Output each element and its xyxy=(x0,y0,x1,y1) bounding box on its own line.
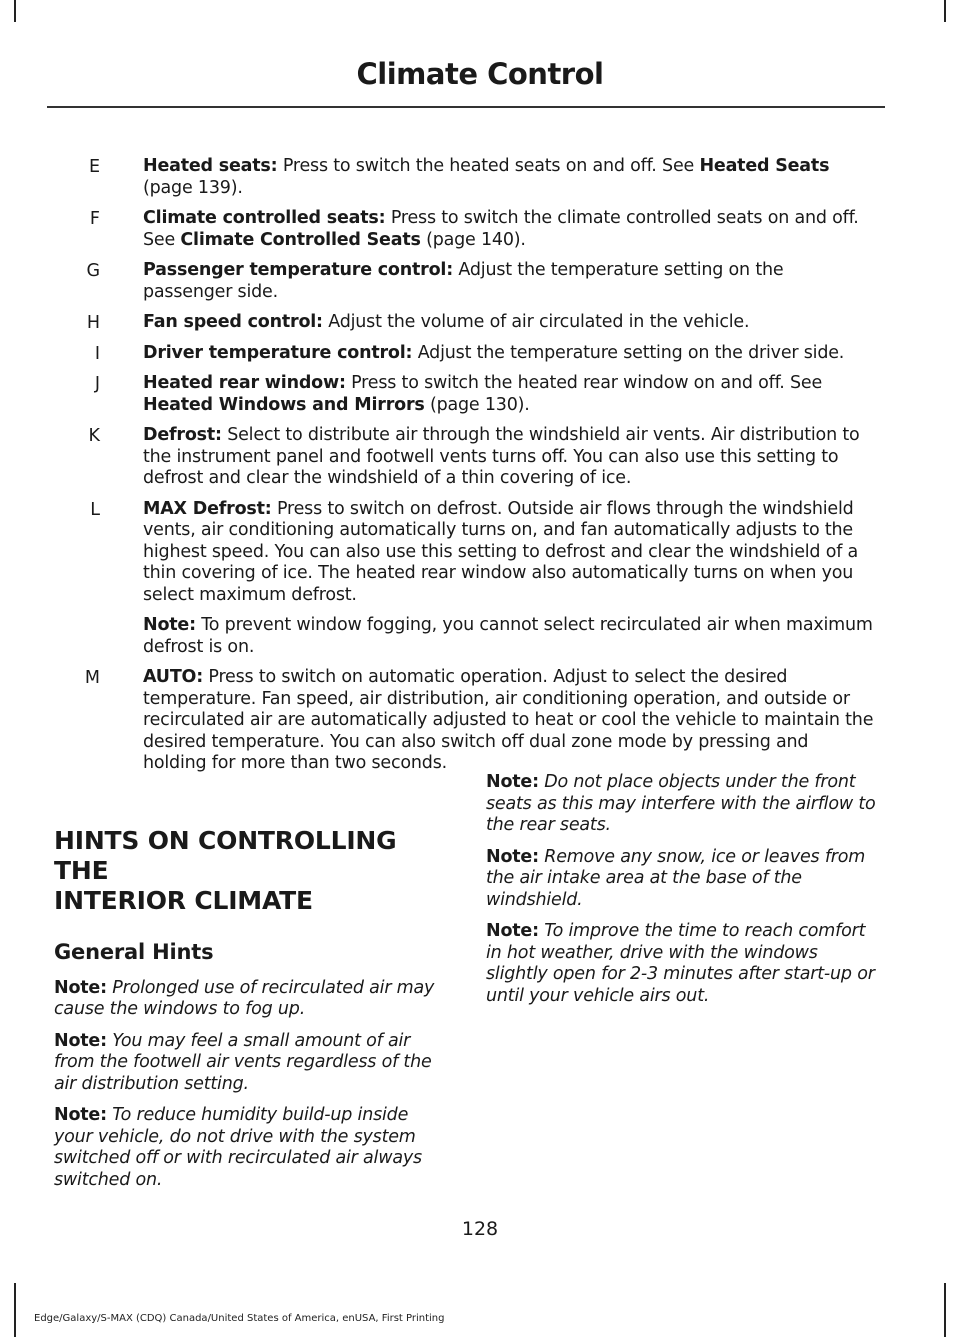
page-reference: Heated Seats xyxy=(699,156,830,176)
subsection-title: General Hints xyxy=(54,940,214,964)
note-label: Note: xyxy=(54,977,107,998)
definition-label: AUTO: xyxy=(143,667,204,687)
definition-text: Adjust the volume of air circulated in the vehicle. xyxy=(322,312,750,332)
hint-note xyxy=(486,921,881,1007)
page-reference-number: (page 130). xyxy=(424,394,530,415)
definition-text: Press to switch the climate controlled seats on and off. See xyxy=(143,208,859,250)
note-text: Do not place objects under the front seats as this may interfere with the airflow to the rear seats. xyxy=(486,772,876,835)
definition-description xyxy=(143,373,875,416)
definition-label: MAX Defrost: xyxy=(143,498,272,519)
definition-description xyxy=(143,156,875,199)
header-divider xyxy=(47,106,885,108)
note-text: Remove any snow, ice or leaves from the air intake area at the base of the windshield. xyxy=(486,846,866,910)
definition-item xyxy=(0,208,960,251)
definition-item xyxy=(0,343,960,365)
footer-edition-text: Edge/Galaxy/S-MAX (CDQ) Canada/United States of America, enUSA, First Printing xyxy=(34,1313,445,1324)
section-title-line-2: INTERIOR CLIMATE xyxy=(54,886,313,915)
note-label: Note: xyxy=(486,846,539,867)
definition-key: I xyxy=(94,343,100,364)
definition-label: Defrost: xyxy=(143,425,222,445)
definition-text: Select to distribute air through the windshield air vents. Air distribution to the instrument panel and footwell vents turns off. You can also use this setting to defrost and clear the windshield of a thin covering of ice. xyxy=(143,425,860,488)
definition-label: Heated seats: xyxy=(143,156,278,176)
definition-item xyxy=(0,667,960,775)
definition-key: G xyxy=(86,261,100,281)
note-text: To prevent window fogging, you cannot select recirculated air when maximum defrost is on. xyxy=(143,615,873,657)
section-title-line-1: HINTS ON CONTROLLING THE xyxy=(54,826,397,885)
crop-mark-top-right-v xyxy=(944,0,946,22)
definition-key: M xyxy=(84,668,100,688)
page-reference: Climate Controlled Seats xyxy=(180,229,421,250)
note-label: Note: xyxy=(54,1030,107,1051)
page-reference-number: (page 139). xyxy=(143,177,243,198)
definition-key: J xyxy=(94,374,100,394)
definition-description xyxy=(143,343,875,365)
crop-mark-bottom-left-v xyxy=(14,1283,16,1337)
crop-mark-bottom-right-v xyxy=(944,1283,946,1337)
definition-text: Press to switch the heated rear window on and off. See xyxy=(345,373,823,393)
note-label: Note: xyxy=(143,615,196,635)
definition-label: Driver temperature control: xyxy=(143,342,413,363)
note-label: Note: xyxy=(54,1105,107,1125)
definition-key: E xyxy=(88,157,100,177)
hint-note xyxy=(486,847,881,912)
definition-item xyxy=(0,499,960,659)
max-defrost-note xyxy=(143,615,875,658)
definition-item xyxy=(0,260,960,303)
hint-note xyxy=(54,1031,449,1096)
definition-item xyxy=(0,312,960,334)
definition-label: Heated rear window: xyxy=(143,373,346,393)
definition-text: Press to switch on automatic operation. Adjust to select the desired temperature. Fan speed, air distribution, air conditioning operation, and outside or recirculated air are automatically adjusted to heat or cool the vehicle to maintain the desired temperature. You can also switch off dual zone mode by pressing and holding for more than two seconds. xyxy=(143,667,874,773)
definition-text: Adjust the temperature setting on the driver side. xyxy=(412,342,845,363)
hint-note xyxy=(54,1105,449,1191)
note-text: You may feel a small amount of air from the footwell air vents regardless of the air distribution setting. xyxy=(54,1030,432,1094)
page-reference-number: (page 140). xyxy=(420,229,526,250)
definition-item xyxy=(0,425,960,490)
page-title: Climate Control xyxy=(356,57,604,91)
definition-item xyxy=(0,156,960,199)
definition-description xyxy=(143,208,875,251)
hint-note xyxy=(486,772,881,837)
note-text: To improve the time to reach comfort in hot weather, drive with the windows slightly open for 2-3 minutes after start-up or until your vehicle airs out. xyxy=(486,921,875,1006)
definition-description xyxy=(143,667,875,775)
definition-key: H xyxy=(86,313,100,333)
note-text: Prolonged use of recirculated air may cause the windows to fog up. xyxy=(54,977,435,1019)
control-definitions-list xyxy=(0,156,960,784)
definition-label: Fan speed control: xyxy=(143,312,323,332)
note-label: Note: xyxy=(486,772,539,792)
left-column xyxy=(54,826,449,1201)
right-column xyxy=(486,772,881,1017)
definition-item xyxy=(0,373,960,416)
definition-key: F xyxy=(89,209,100,229)
page-number: 128 xyxy=(461,1218,499,1240)
definition-label: Climate controlled seats: xyxy=(143,208,386,228)
definition-label: Passenger temperature control: xyxy=(143,260,454,280)
definition-key: L xyxy=(90,499,100,520)
definition-description xyxy=(143,260,875,303)
page-reference: Heated Windows and Mirrors xyxy=(143,394,425,415)
definition-text: Press to switch the heated seats on and off. See xyxy=(277,156,700,176)
definition-key: K xyxy=(88,426,100,446)
section-title xyxy=(54,826,449,916)
definition-description xyxy=(143,312,875,334)
note-text: To reduce humidity build-up inside your vehicle, do not drive with the system switched off or with recirculated air always switched on. xyxy=(54,1105,422,1190)
definition-text: Press to switch on defrost. Outside air flows through the windshield vents, air conditioning automatically turns on, and fan automatically adjusts to the highest speed. You can also use this setting to defrost and clear the windshield of a thin covering of ice. The heated rear window also automatically turns on when you select maximum defrost. xyxy=(143,498,859,605)
definition-description xyxy=(143,425,875,490)
definition-text: Adjust the temperature setting on the passenger side. xyxy=(143,260,784,302)
hint-note xyxy=(54,978,449,1021)
note-label: Note: xyxy=(486,921,539,941)
crop-mark-top-left-v xyxy=(14,0,16,22)
definition-description xyxy=(143,499,875,607)
